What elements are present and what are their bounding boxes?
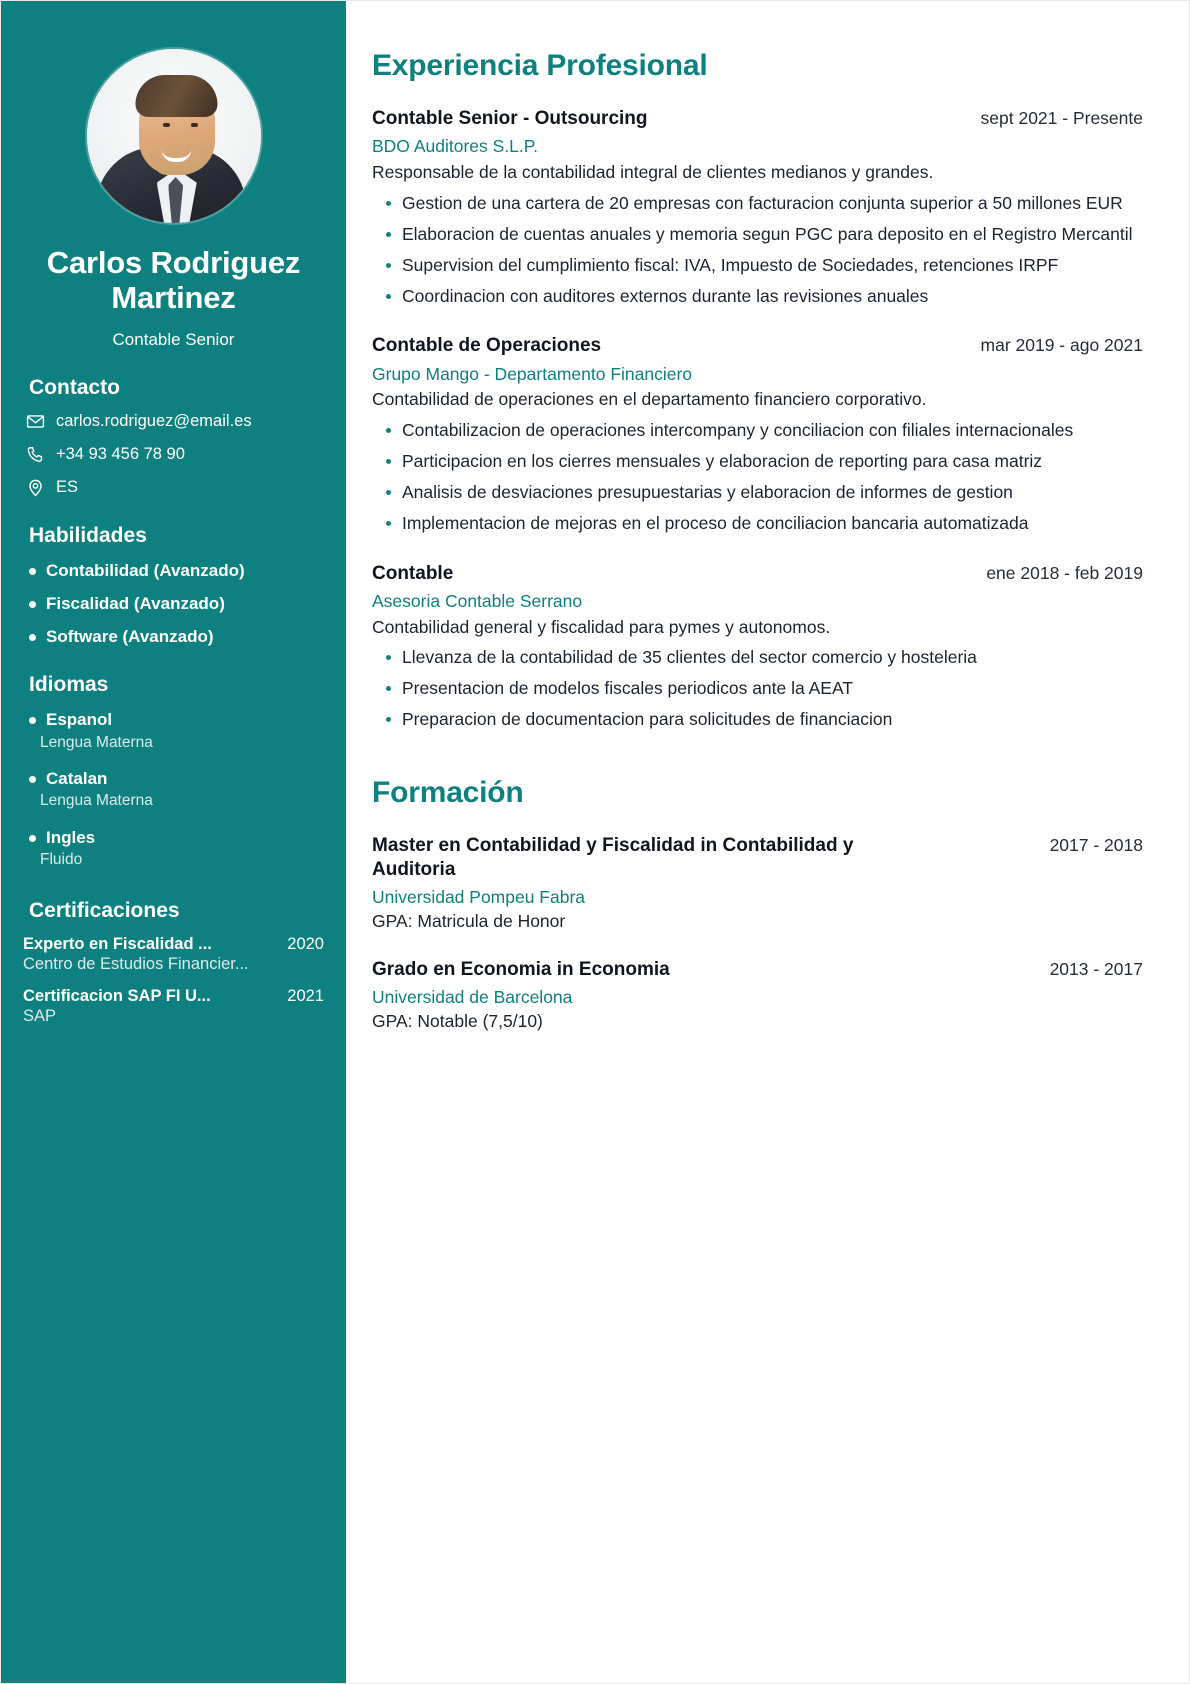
- experience-bullet: [386, 253, 1143, 277]
- experience-bullet: [386, 418, 1143, 442]
- skill-item: [29, 593, 324, 614]
- language-item: [23, 827, 324, 870]
- experience-bullet: [386, 222, 1143, 246]
- experience-bullet-list: [372, 191, 1143, 309]
- experience-entry: [372, 334, 1143, 535]
- certification-year: 2020: [287, 935, 324, 954]
- language-item: [23, 709, 324, 752]
- experience-description: Contabilidad general y fiscalidad para pymes y autonomos.: [372, 616, 831, 637]
- certification-year: 2021: [287, 987, 324, 1006]
- main-content: [346, 1, 1189, 1683]
- bullet-dot-icon: [386, 263, 391, 268]
- skill-item: [29, 560, 324, 581]
- experience-bullet-text: Supervision del cumplimiento fiscal: IVA, Impuesto de Sociedades, retenciones IRPF: [402, 254, 1059, 275]
- language-name: Catalan: [46, 769, 108, 789]
- education-date: 2017 - 2018: [1049, 834, 1143, 855]
- education-organization: Universidad Pompeu Fabra: [372, 887, 586, 908]
- experience-bullet: [386, 284, 1143, 308]
- bullet-dot-icon: [29, 601, 36, 608]
- contact-email-value: carlos.rodriguez@email.es: [56, 411, 252, 430]
- envelope-icon: [25, 412, 45, 432]
- certification-item: [23, 987, 324, 1026]
- experience-bullet-list: [372, 645, 1143, 731]
- experience-organization: Grupo Mango - Departamento Financiero: [372, 363, 693, 384]
- bullet-dot-icon: [29, 634, 36, 641]
- candidate-name: Carlos Rodriguez Martinez: [46, 245, 301, 316]
- sidebar: [1, 1, 346, 1683]
- language-item: [23, 768, 324, 811]
- experience-title: Contable de Operaciones: [372, 335, 602, 357]
- experience-bullet-text: Contabilizacion de operaciones intercompany y conciliacion con filiales internacionales: [402, 419, 1074, 440]
- certification-name: Certificacion SAP FI U...: [23, 987, 211, 1006]
- skill-item: [29, 626, 324, 647]
- contact-item-location[interactable]: [25, 478, 324, 498]
- contact-heading: Contacto: [29, 375, 120, 399]
- certification-item: [23, 935, 324, 974]
- education-date: 2013 - 2017: [1049, 958, 1143, 979]
- experience-title: Contable Senior - Outsourcing: [372, 108, 648, 129]
- experience-bullet-text: Participacion en los cierres mensuales y elaboracion de reporting para casa matriz: [402, 451, 1043, 472]
- experience-bullet: [386, 707, 1143, 731]
- experience-bullet-text: Analisis de desviaciones presupuestarias y elaboracion de informes de gestion: [402, 482, 1013, 503]
- contact-item-phone[interactable]: [25, 445, 324, 465]
- languages-heading: Idiomas: [29, 673, 109, 697]
- bullet-dot-icon: [386, 655, 391, 660]
- bullet-dot-icon: [29, 776, 36, 783]
- experience-section-title: Experiencia Profesional: [372, 49, 708, 82]
- experience-date: mar 2019 - ago 2021: [980, 335, 1143, 356]
- language-level: Fluido: [40, 850, 83, 868]
- skill-label: Contabilidad (Avanzado): [46, 560, 245, 580]
- certification-issuer: SAP: [23, 1007, 57, 1026]
- experience-description: Responsable de la contabilidad integral de clientes medianos y grandes.: [372, 162, 934, 183]
- bullet-dot-icon: [29, 835, 36, 842]
- education-gpa: GPA: Matricula de Honor: [372, 910, 566, 931]
- contact-location-value: ES: [56, 477, 79, 496]
- experience-bullet: [386, 191, 1143, 215]
- experience-bullet: [386, 449, 1143, 473]
- languages-list: [23, 709, 324, 869]
- education-title: Master en Contabilidad y Fiscalidad in Contabilidad y Auditoria: [372, 834, 854, 880]
- education-gpa: GPA: Notable (7,5/10): [372, 1011, 543, 1032]
- certifications-list: [23, 935, 324, 1026]
- experience-bullet-list: [372, 418, 1143, 536]
- experience-entry: [372, 107, 1143, 308]
- candidate-role: Contable Senior: [112, 329, 235, 349]
- experience-bullet-text: Llevanza de la contabilidad de 35 clientes del sector comercio y hosteleria: [402, 647, 977, 668]
- experience-bullet-text: Implementacion de mejoras en el proceso de conciliacion bancaria automatizada: [402, 513, 1029, 534]
- certification-name: Experto en Fiscalidad ...: [23, 935, 212, 954]
- certification-issuer: Centro de Estudios Financier...: [23, 955, 249, 974]
- experience-bullet: [386, 676, 1143, 700]
- avatar-wrapper: [23, 1, 324, 241]
- contact-item-email[interactable]: [25, 412, 324, 432]
- experience-bullet-text: Preparacion de documentacion para solicitudes de financiacion: [402, 709, 893, 730]
- language-name: Espanol: [46, 710, 113, 730]
- experience-bullet: [386, 480, 1143, 504]
- contact-phone-value: +34 93 456 78 90: [56, 444, 185, 463]
- experience-bullet-text: Gestion de una cartera de 20 empresas con facturacion conjunta superior a 50 millones EUR: [402, 192, 1123, 213]
- experience-organization: BDO Auditores S.L.P.: [372, 136, 539, 157]
- bullet-dot-icon: [386, 521, 391, 526]
- experience-description: Contabilidad de operaciones en el departamento financiero corporativo.: [372, 389, 927, 410]
- skill-label: Fiscalidad (Avanzado): [46, 593, 225, 613]
- experience-bullet-text: Presentacion de modelos fiscales periodicos ante la AEAT: [402, 678, 854, 699]
- experience-bullet-text: Elaboracion de cuentas anuales y memoria segun PGC para deposito en el Registro Mercantil: [402, 223, 1133, 244]
- experience-bullet-text: Coordinacion con auditores externos durante las revisiones anuales: [402, 286, 929, 307]
- bullet-dot-icon: [29, 568, 36, 575]
- skills-list: [23, 560, 324, 648]
- bullet-dot-icon: [29, 717, 36, 724]
- experience-organization: Asesoria Contable Serrano: [372, 590, 583, 611]
- bullet-dot-icon: [386, 459, 391, 464]
- certifications-heading: Certificaciones: [29, 899, 180, 923]
- phone-icon: [25, 445, 45, 465]
- education-entry: [372, 958, 1143, 1032]
- language-name: Ingles: [46, 827, 96, 847]
- experience-title: Contable: [372, 562, 454, 584]
- skill-label: Software (Avanzado): [46, 627, 214, 647]
- location-pin-icon: [25, 478, 45, 498]
- education-title: Grado en Economia in Economia: [372, 958, 670, 980]
- experience-entry: [372, 562, 1143, 732]
- education-section-title: Formación: [372, 775, 524, 809]
- experience-bullet: [386, 511, 1143, 535]
- bullet-dot-icon: [386, 232, 391, 237]
- education-organization: Universidad de Barcelona: [372, 987, 573, 1008]
- language-level: Lengua Materna: [40, 733, 153, 751]
- bullet-dot-icon: [386, 686, 391, 691]
- language-level: Lengua Materna: [40, 792, 153, 810]
- bullet-dot-icon: [386, 428, 391, 433]
- experience-date: ene 2018 - feb 2019: [986, 562, 1143, 583]
- bullet-dot-icon: [386, 490, 391, 495]
- avatar: [87, 49, 261, 223]
- contact-list: [23, 412, 324, 498]
- skills-heading: Habilidades: [29, 523, 147, 547]
- experience-bullet: [386, 645, 1143, 669]
- education-entry: [372, 834, 1143, 932]
- bullet-dot-icon: [386, 294, 391, 299]
- experience-date: sept 2021 - Presente: [980, 108, 1143, 128]
- bullet-dot-icon: [386, 717, 391, 722]
- bullet-dot-icon: [386, 201, 391, 206]
